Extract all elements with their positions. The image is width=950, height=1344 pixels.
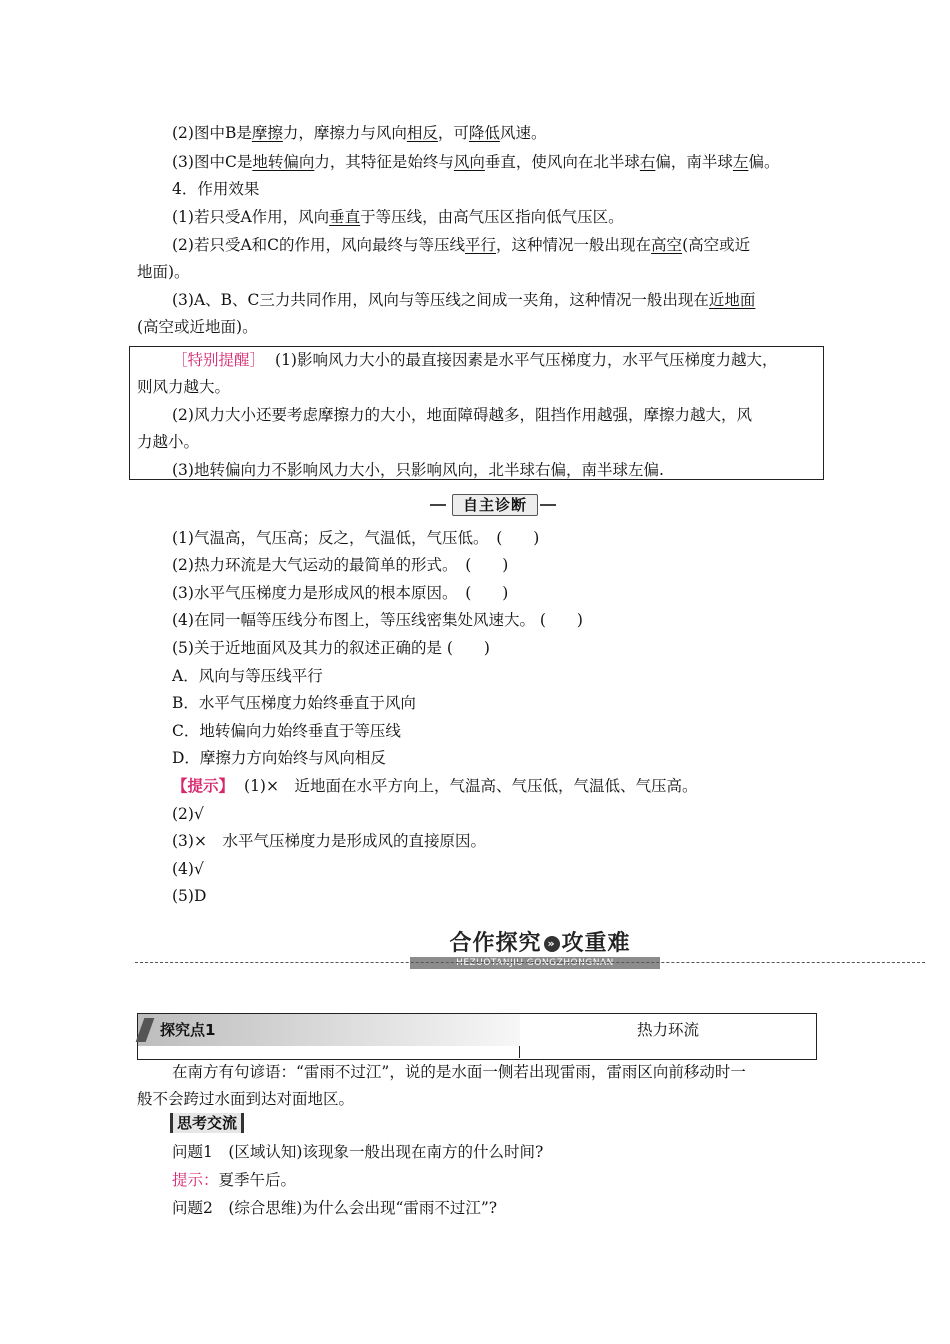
text-line: (2)图中B是摩擦力，摩擦力与风向相反，可降低风速。 [172, 124, 547, 142]
special-reminder-line: (3)地转偏向力不影响风力大小，只影响风向，北半球右偏，南半球左偏. [172, 461, 664, 479]
text-line: (1)若只受A作用，风向垂直于等压线，由高气压区指向低气压区。 [172, 208, 624, 226]
section-heading: 4．作用效果 [172, 180, 260, 198]
special-reminder-line: 则风力越大。 [137, 378, 231, 396]
text-line: (2)若只受A和C的作用，风向最终与等压线平行，这种情况一般出现在高空(高空或近 [172, 236, 751, 254]
section-banner: 合作探究 » 攻重难 HEZUOTANJIU GONGZHONGNAN [420, 926, 660, 970]
question-line: 问题2 (综合思维)为什么会出现“雷雨不过江”? [172, 1199, 498, 1217]
special-reminder-line: (2)风力大小还要考虑摩擦力的大小，地面障碍越多，阻挡作用越强，摩擦力越大，风 [172, 406, 752, 424]
answer-line: (4)√ [172, 860, 204, 878]
hint-tag: 【提示】 [172, 776, 235, 795]
hint-label: 提示： [172, 1171, 219, 1189]
answer-line: 【提示】 (1)× 近地面在水平方向上，气温高、气压低，气温低、气压高。 [172, 776, 698, 795]
special-reminder-line: 力越小。 [137, 433, 200, 451]
answer-line: (3)× 水平气压梯度力是形成风的直接原因。 [172, 832, 486, 850]
explore-point-box [137, 1013, 817, 1060]
text-line: 地面)。 [137, 263, 190, 281]
text-line: 般不会跨过水面到达对面地区。 [137, 1090, 355, 1108]
question-line: (3)水平气压梯度力是形成风的根本原因。 ( ) [172, 584, 509, 602]
question-line: (2)热力环流是大气运动的最简单的形式。 ( ) [172, 556, 509, 574]
diagnosis-title: 自主诊断 [430, 494, 558, 516]
text-line: (3)图中C是地转偏向力，其特征是始终与风向垂直，使风向在北半球右偏，南半球左偏。 [172, 153, 780, 171]
answer-line: (2)√ [172, 805, 204, 823]
question-line: 问题1 (区域认知)该现象一般出现在南方的什么时间? [172, 1143, 544, 1161]
explore-tag: 探究点1 [160, 1021, 216, 1039]
option-b: B．水平气压梯度力始终垂直于风向 [172, 694, 416, 712]
option-c: C．地转偏向力始终垂直于等压线 [172, 722, 401, 740]
option-a: A．风向与等压线平行 [172, 667, 323, 685]
text-line: (高空或近地面)。 [137, 318, 258, 336]
think-exchange-label: 思考交流 [170, 1113, 244, 1133]
question-line: (1)气温高，气压高；反之，气温低，气压低。 ( ) [172, 529, 540, 547]
special-reminder-tag: ［特别提醒］ [172, 351, 266, 369]
text-line: (3)A、B、C三力共同作用，风向与等压线之间成一夹角，这种情况一般出现在近地面 [172, 291, 756, 309]
explore-topic: 热力环流 [636, 1021, 699, 1039]
question-line: (4)在同一幅等压线分布图上，等压线密集处风速大。 ( ) [172, 611, 583, 629]
question-line: (5)关于近地面风及其力的叙述正确的是 ( ) [172, 639, 490, 657]
divider [135, 962, 925, 963]
chevron-right-icon: » [544, 936, 560, 952]
answer-line: 提示：夏季午后。 [172, 1171, 297, 1189]
text-line: 在南方有句谚语：“雷雨不过江”，说的是水面一侧若出现雷雨，雷雨区向前移动时一 [172, 1063, 746, 1081]
answer-line: (5)D [172, 887, 207, 905]
option-d: D．摩擦力方向始终与风向相反 [172, 749, 386, 767]
banner-subtitle: HEZUOTANJIU GONGZHONGNAN [410, 957, 660, 969]
special-reminder-line: ［特别提醒］ (1)影响风力大小的最直接因素是水平气压梯度力，水平气压梯度力越大， [172, 351, 778, 369]
